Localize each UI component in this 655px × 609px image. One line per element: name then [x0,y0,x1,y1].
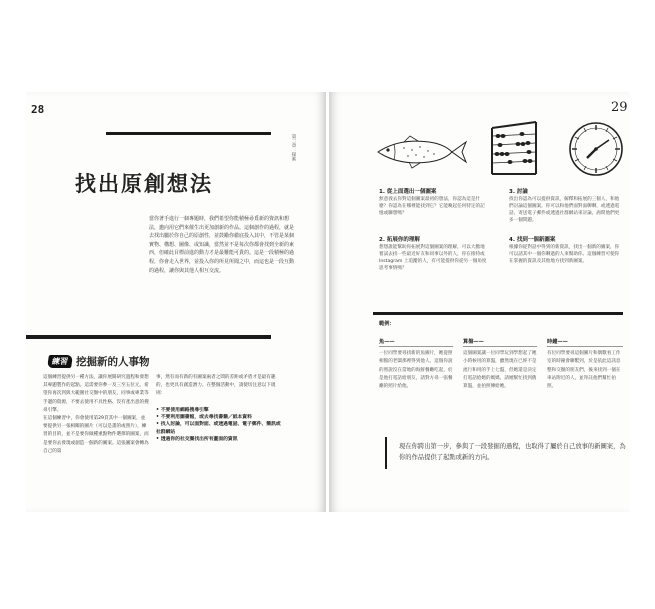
example-abacus-text: 這個圖案讓一位同學玩到學想起了她小時候用的算盤，雖然現在已經不是流行和用的手上七盤，但她還是決定打電話給她的媽媽，請她幫忙找到舊算盤，並拍照傳給她。 [463,351,537,390]
exercise-heading [48,354,150,369]
page-number: 28 [31,103,45,116]
top-rule [106,132,271,135]
clock-icon [567,120,625,178]
step-4-title: 4. 找到一個新圖案 [509,237,556,243]
closing-quote: 現在你跨出第一步，參與了一段發掘的過程，也取得了屬於自己放事的新圖案，為你的作品提供了起點或新的方向。 [399,443,626,461]
rule-item: • 不要利用圖書館，或去尋找書籍／紙本資料 [156,414,284,421]
example-fish-title: 魚—— [379,339,395,345]
page-number: 29 [611,100,628,115]
abacus-icon [484,118,544,178]
rules-list [156,407,284,444]
quote-bar [385,437,387,469]
step-2-title: 2. 拓展你的理解 [379,237,420,243]
example-rule [373,312,623,315]
step-3-text: 找出你認為可以提供資訊，解釋和拓展的三個人，和他們討論這個圖案。你可以和他們面對面聊聊，或透過電話、寄送電子郵件或透過社群網站來討論，詢問他們更多一個問題。 [509,197,620,223]
step-2-text: 想想誰能幫助你拓展對這個圖案的理解，可以大膽地嘗試去找一些最近好友和同事以外的人，你在推特或 Instagram 上追蹤的人，有可能提供你從另一個角度思考事情嗎？ [379,245,487,271]
divider [379,346,453,347]
rule-item: • 透過你的社交圈找出所有畫面的資訊 [156,436,284,443]
right-page [329,92,629,512]
exercise-badge: 練習 [47,355,73,368]
section-rule [26,335,271,339]
divider [463,346,537,347]
intro-paragraph: 當你著手進行一個專題時，我們希望你能積極尋覓新的資訊和想法，邀向用它們來催生出更加創新的作品。這個創作的過程，就是去找出屬於你自己的原創性，並鼓勵你徹底投入其中，不管是某個實物、構想、圖像、或知識，當然並不是每次你都會找到全新的東西，但確此目標前進的動力才是最難能可貴的。這是一段積極的過程，你會走入世界，並投入你的所見所聞之中，而這也是一段互動的過程，讓你與其他人相互交流。 [149,216,295,274]
step-4-text: 根據你從對話中得到的新資訊，找出一個新的圖案，你可以請其中一個你聊過的人來幫助你。這個練習可使你在掌握的資訊及其他地方找到新圖案。 [509,245,620,264]
step-3-title: 3. 討論 [509,189,528,195]
example-clock-text: 有位同學要尋這個圖片和偶數看工作室的時鐘會聯繫到，於是依此這訊息整和交圈的朋友們，後來找到一個在車站附近的人，並拜託他們幫忙拍照。 [547,351,621,390]
example-clock-title: 時鐘—— [547,339,568,345]
side-tab: 第二章：探索 [291,134,296,161]
example-fish-text: 一位同學要尋找新的魚圖片，她從照相館的老闆那裡得到他人、這個你說的照說沒在當地的海鮮餐廳吃起，於是他打電話給朋友，請對方尋一張餐廳的照片給他。 [379,351,453,390]
fish-icon [374,132,469,172]
rule-item: • 找人討論，可以面對面、或透過電話、電子郵件、簡訊或社群網站 [156,421,284,436]
column-2-text: 事，然有而有新的有圖案兩者之間的差距或矛盾才是最有趣的，也更具有創造潛力。在整個活動中，請使切注意以下規則： [156,375,276,397]
exercise-column-1: 這個練習提供另一種方法，讓你展開研究過程和發想其專題製作的起點。這需要你參一及三至五位元，希望你再次到與大範圍社交圈中的朋友，同事或專業等手邊的資源，不要去使用不具性格、沒有產出意的搜尋引擎。 在這個練習中，你會使用第29頁其中一個圖案，並要提供另一張相關的圖片（可以是畫的或照片），練習的目的，並不是要你做種重點物件選擇的圖案，而是要你去發現或創造一個新的圖案。這張圖案會轉為自己的第 [43,375,149,454]
divider [547,346,623,347]
left-page [26,92,326,512]
example-label: 範例： [379,321,395,327]
rule-item: • 不要使用網路搜尋引擎 [156,407,284,414]
exercise-title: 挖掘新的人事物 [76,356,150,368]
step-1-text: 無意義去你對這個圖案最初的想法，你認為這是什麼？你認為在哪裡能找到它？它能喚起任何特定的記憶或聯想嗎？ [379,197,485,216]
page-title: 找出原創想法 [75,171,213,196]
step-1-title: 1. 從上面選出一個圖案 [379,189,437,195]
exercise-column-2 [156,374,284,444]
example-abacus-title: 算盤—— [463,339,484,345]
